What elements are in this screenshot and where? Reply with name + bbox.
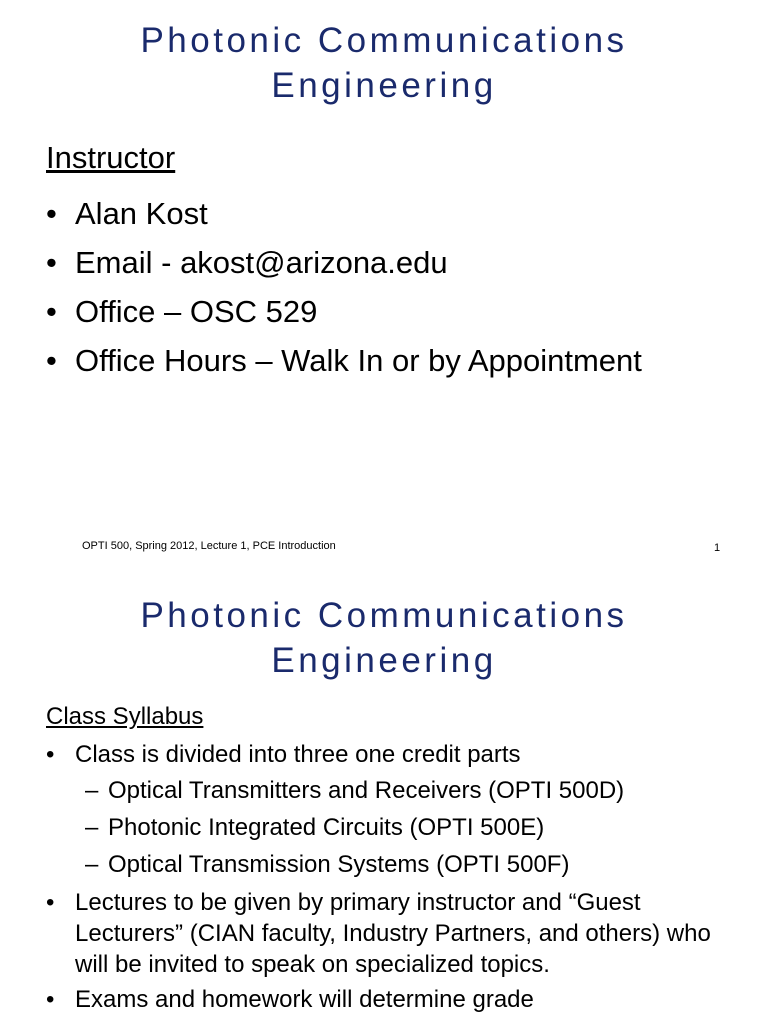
page-number: 1	[714, 542, 721, 554]
syllabus-bullet-list	[46, 739, 726, 1015]
instructor-name: • Alan Kost	[46, 189, 642, 238]
syllabus-bullet-grading: • Exams and homework will determine grade	[46, 984, 726, 1015]
slide-2-title-line1: Photonic Communications	[140, 596, 628, 635]
syllabus-bullet-credit-parts	[46, 739, 726, 883]
slide-1-title	[0, 18, 768, 108]
syllabus-bullet-lectures: • Lectures to be given by primary instructor and “Guest Lecturers” (CIAN faculty, Industry Partners, and others) who will be invited to speak on specialized topics.	[46, 887, 726, 980]
instructor-office: • Office – OSC 529	[46, 287, 642, 336]
slide-2-title-line2: Engineering	[271, 641, 497, 680]
slide-1-title-line2: Engineering	[271, 66, 497, 105]
instructor-bullet-list	[46, 189, 642, 385]
syllabus-sub-list	[75, 772, 726, 883]
syllabus-sub-item: – Optical Transmitters and Receivers (OPTI 500D)	[75, 772, 726, 809]
syllabus-sub-item: – Optical Transmission Systems (OPTI 500F)	[75, 846, 726, 883]
instructor-email: • Email - akost@arizona.edu	[46, 238, 642, 287]
slide-2-title	[0, 593, 768, 683]
syllabus-sub-item: – Photonic Integrated Circuits (OPTI 500E)	[75, 809, 726, 846]
instructor-office-hours: • Office Hours – Walk In or by Appointment	[46, 336, 642, 385]
slide-footer: OPTI 500, Spring 2012, Lecture 1, PCE Introduction	[82, 540, 336, 552]
slide-1-title-line1: Photonic Communications	[140, 21, 628, 60]
syllabus-heading: Class Syllabus	[46, 703, 204, 730]
syllabus-bullet-credit-parts-text: Class is divided into three one credit parts	[75, 741, 521, 768]
instructor-heading: Instructor	[46, 140, 176, 175]
